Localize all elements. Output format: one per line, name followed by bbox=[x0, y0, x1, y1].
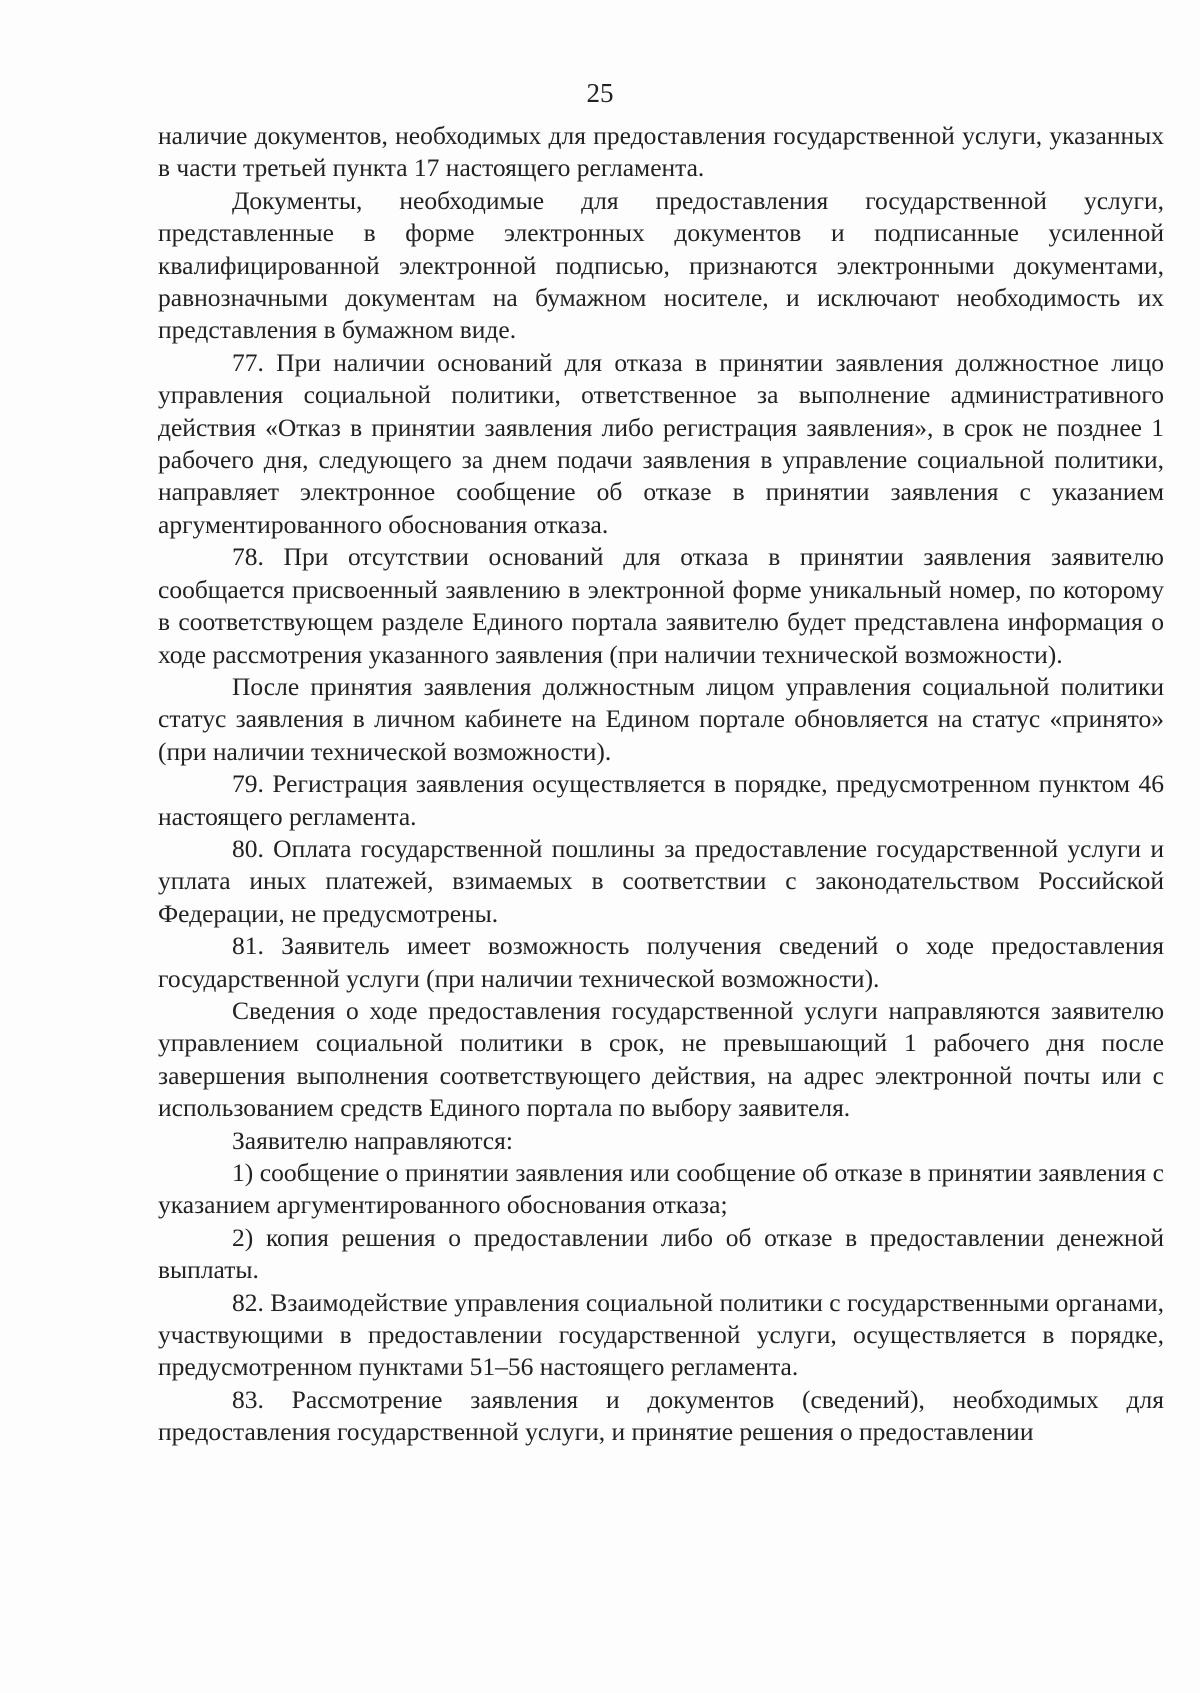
paragraph-83: 83. Рассмотрение заявления и документов (сведений), необходимых для предоставления государственной услуги, и принятие решения о предоставлении bbox=[158, 1384, 1164, 1447]
paragraph-80: 80. Оплата государственной пошлины за предоставление государственной услуги и уплата иных платежей, взимаемых в соответствии с законодательством Российской Федерации, не предусмотрены. bbox=[158, 833, 1164, 928]
document-body bbox=[158, 120, 1164, 1449]
paragraph-continuation: наличие документов, необходимых для предоставления государственной услуги, указанных в части третьей пункта 17 настоящего регламента. bbox=[158, 121, 1164, 183]
paragraph-77: 77. При наличии оснований для отказа в принятии заявления должностное лицо управления социальной политики, ответственное за выполнение административного действия «Отказ в принятии заявления либо регистрация заявления», в срок не позднее 1 рабочего дня, следующего за днем подачи заявления в управление социальной политики, направляет электронное сообщение об отказе в принятии заявления с указанием аргументированного обоснования отказа. bbox=[158, 347, 1164, 539]
list-item-2: 2) копия решения о предоставлении либо об отказе в предоставлении денежной выплаты. bbox=[158, 1222, 1164, 1285]
paragraph-81-info: Сведения о ходе предоставления государственной услуги направляются заявителю управлением социальной политики в срок, не превышающий 1 рабочего дня после завершения выполнения соответствующего действия, на адрес электронной почты или с использованием средств Единого портала по выбору заявителя. bbox=[158, 995, 1164, 1123]
paragraph-81: 81. Заявитель имеет возможность получения сведений о ходе предоставления государственной услуги (при наличии технической возможности). bbox=[158, 931, 1164, 993]
paragraph-79: 79. Регистрация заявления осуществляется в порядке, предусмотренном пунктом 46 настоящего регламента. bbox=[158, 769, 1164, 831]
paragraph-82: 82. Взаимодействие управления социальной политики с государственными органами, участвующими в предоставлении государственной услуги, осуществляется в порядке, предусмотренном пунктами 51–56 настоящего регламента. bbox=[158, 1287, 1164, 1382]
paragraph-81-sent: Заявителю направляются: bbox=[232, 1125, 513, 1155]
page-number: 25 bbox=[586, 78, 614, 108]
paragraph-78-status: После принятия заявления должностным лицом управления социальной политики статус заявления в личном кабинете на Едином портале обновляется на статус «принято» (при наличии технической возможности). bbox=[158, 671, 1164, 766]
list-item-1: 1) сообщение о принятии заявления или сообщение об отказе в принятии заявления с указанием аргументированного обоснования отказа; bbox=[158, 1158, 1164, 1220]
paragraph-electronic-documents: Документы, необходимые для предоставления государственной услуги, представленные в форме электронных документов и подписанные усиленной квалифицированной электронной подписью, признаются электронными документами, равнозначными документам на бумажном носителе, и исключают необходимость их представления в бумажном виде. bbox=[158, 185, 1164, 345]
paragraph-78: 78. При отсутствии оснований для отказа в принятии заявления заявителю сообщается присвоенный заявлению в электронной форме уникальный номер, по которому в соответствующем разделе Единого портала заявителю будет представлена информация о ходе рассмотрения указанного заявления (при наличии технической возможности). bbox=[158, 542, 1164, 669]
